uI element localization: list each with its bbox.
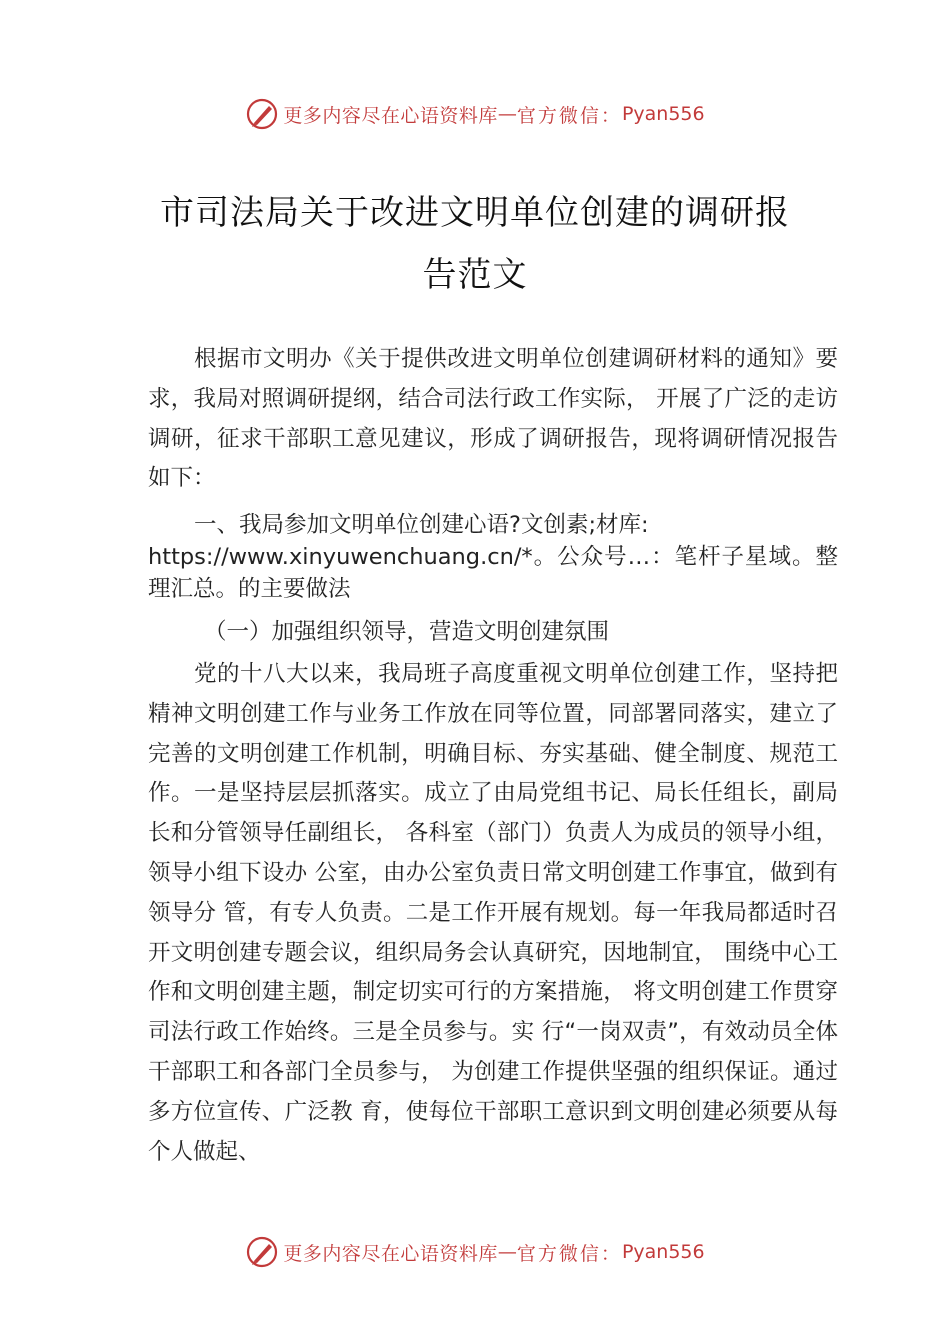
document-title <box>120 182 830 306</box>
subsection-heading-1: （一）加强组织领导，营造文明创建氛围 <box>204 619 610 646</box>
title-line-1: 市司法局关于改进文明单位创建的调研报 <box>160 193 790 233</box>
pen-logo-icon <box>245 97 279 131</box>
watermark-banner-top <box>0 94 950 134</box>
document-body <box>148 340 838 1172</box>
watermark-site-name: 更多内容尽在心语资料库 <box>283 1242 498 1265</box>
title-line-2: 告范文 <box>422 255 528 295</box>
body-paragraph-2: 党的十八大以来，我局班子高度重视文明单位创建工作，坚持把精神文明创建工作与业务工作放在同等位置，同部署同落实，建立了完善的文明创建工作机制，明确目标、夯实基础、健全制度、规范工作。一是坚持层层抓落实。成立了由局党组书记、局长任组长，副局长和分管领导任副组长， 各科室（部门）负责人为成员的领导小组，领导小组下设办 公室，由办公室负责日常文明创建工作事宜，做到有领导分 管，有专人负责。二是工作开展有规划。每一年我局都适时召开文明创建专题会议，组织局务会认真研究，因地制宜， 围绕中心工作和文明创建主题，制定切实可行的方案措施， 将文明创建工作贯穿司法行政工作始终。三是全员参与。实 行“一岗双责”，有效动员全体干部职工和各部门全员参与， 为创建工作提供坚强的组织保证。通过多方位宣传、广泛教 育，使每位干部职工意识到文明创建必须要从每个人做起、 <box>148 660 838 1165</box>
watermark-wechat-id: Pyan556 <box>621 103 705 125</box>
watermark-wechat-id: Pyan556 <box>621 1241 705 1263</box>
section-heading-1: 一、我局参加文明单位创建心语?文创素;材库: <box>194 512 649 539</box>
intro-paragraph: 根据市文明办《关于提供改进文明单位创建调研材料的通知》要求，我局对照调研提纲，结合司法行政工作实际， 开展了广泛的走访调研，征求干部职工意见建议，形成了调研报告，现将调研情况报告如下： <box>148 346 838 492</box>
watermark-site-name: 更多内容尽在心语资料库 <box>283 104 498 127</box>
watermark-banner-bottom <box>0 1232 950 1272</box>
watermark-separator: — <box>497 103 517 125</box>
section-heading-1-continued: https://www.xinyuwenchuang.cn/*。公众号…：笔杆子星域。整理汇总。的主要做法 <box>148 544 838 603</box>
watermark-wechat-label: 官方微信： <box>516 104 622 127</box>
watermark-separator: — <box>497 1241 517 1263</box>
pen-logo-icon <box>245 1235 279 1269</box>
watermark-wechat-label: 官方微信： <box>516 1242 622 1265</box>
